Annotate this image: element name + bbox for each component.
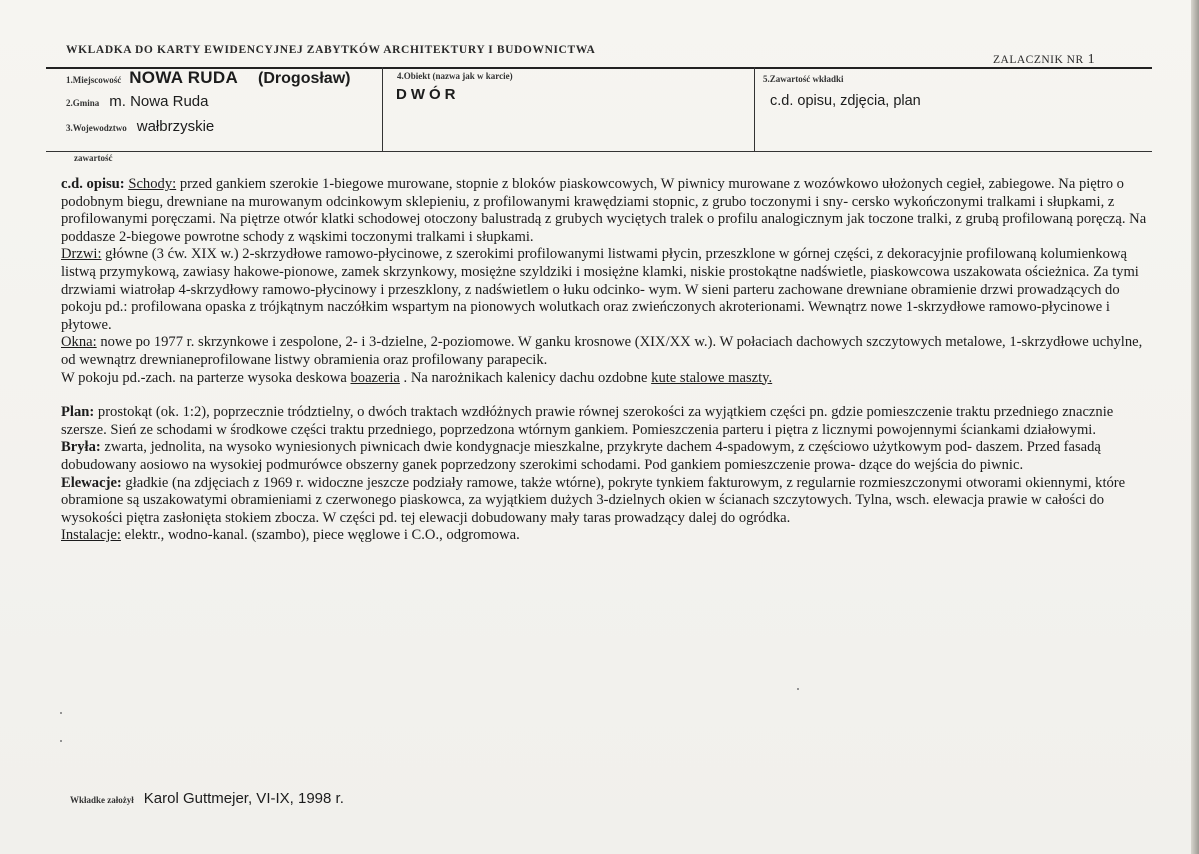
elevations-paragraph — [61, 475, 1151, 528]
windows-heading: Okna: — [61, 334, 97, 351]
massing-text: zwarta, jednolita, na wysoko wyniesionych piwnicach dwie kondygnacje mieszkalne, przykryte dachem 4-spadowym, z częściowo użytkowym pod- daszem. Przed fasadą dobudowany aosiowo na wysokiej podmurówce obszerny ganek poprzedzony szerokimi schodami. Pod gankiem pomieszczenie prowa- dzące do wejścia do piwnic. — [61, 439, 1101, 473]
author-label: Wkładke założył — [70, 795, 134, 805]
panelling-paragraph — [61, 370, 1151, 388]
plan-text: prostokąt (ok. 1:2), poprzecznie trództielny, o dwóch traktach wzdłóżnych prawie równej szerokości za wyjątkiem części pn. gdzie pomieszczenie traktu przedniego znacznie szersze. Sień ze schodami w środkowe części traktu przedniego, poprzedzona wtórnym gankiem. Pomieszczenia parteru i piętra z licznymi powojennymi ściankami działowymi. — [61, 404, 1114, 438]
attachment-label — [993, 52, 1095, 68]
commune-field — [66, 93, 208, 111]
contents-field-label: 5.Zawartość wkładki — [763, 74, 844, 84]
place-field — [66, 68, 350, 88]
place-value: NOWA RUDA — [129, 68, 239, 87]
massing-heading: Bryła: — [61, 439, 101, 456]
scan-speck — [60, 740, 62, 742]
voivodeship-value: wałbrzyskie — [136, 118, 215, 135]
header-divider-1 — [382, 67, 383, 151]
doors-heading: Drzwi: — [61, 246, 102, 263]
stairs-text: przed gankiem szerokie 1-biegowe murowane, stopnie z bloków piaskowcowych, W piwnicy murowane z wozówkowo ułożonych cegieł, zabiegowe. Na piętro o podobnym biegu, drewniane na murowanym odcinkowym sklepieniu, z profilowanymi krawędziami stopnic, z grubo toczonymi i sny- cersko wykończonymi tralkami i słupkami, z profilowanymi poręczami. Na piętrze otwór klatki schodowej otoczony balustradą z grubych wyciętych tralek o profilu analogicznym jak toczone tralki, z grubą profilowaną poręczą. Na poddasze 2-biegowe powrotne schody z wąskimi toczonymi tralkami i słupkami. — [61, 176, 1147, 245]
doors-paragraph — [61, 246, 1151, 334]
attachment-label-text: ZALACZNIK NR — [993, 54, 1084, 66]
contents-field-value: c.d. opisu, zdjęcia, plan — [770, 93, 921, 109]
header-divider-2 — [754, 67, 755, 151]
plan-heading: Plan: — [61, 404, 95, 421]
voivodeship-field — [66, 118, 214, 136]
commune-label: 2.Gmina — [66, 98, 100, 108]
elevations-heading: Elewacje: — [61, 474, 122, 491]
commune-value: m. Nowa Ruda — [109, 93, 209, 110]
stairs-paragraph — [61, 176, 1151, 246]
place-extra: (Drogosław) — [258, 70, 351, 87]
footer-author — [70, 790, 344, 808]
description-body — [61, 176, 1151, 545]
place-label: 1.Miejscowość — [66, 75, 122, 85]
author-value: Karol Guttmejer, VI-IX, 1998 r. — [143, 790, 344, 807]
scan-speck — [797, 688, 799, 690]
paragraph-gap — [61, 387, 1151, 404]
installations-paragraph — [61, 527, 1151, 545]
masts-word: kute stalowe maszty. — [651, 369, 773, 386]
attachment-number: 1 — [1087, 52, 1096, 67]
doors-text: główne (3 ćw. XIX w.) 2-skrzydłowe ramowo-płycinowe, z szerokimi profilowanymi listwami płycin, przeszklone w górnej części, z dekoracyjnie profilowaną kolumienkową listwą przymykową, zawiasy hakowe-pionowe, zamek skrzynkowy, mosiężne szyldziki i mosiężne klamki, niskie prostokątne nadświetle, piaskowcowa uszakowata ościeżnica. Za tymi drzwiami wiatrołap 4-skrzydłowy ramowo-płycinowy i przeszklony, z nadświetlem o łuku odcinko- wym. W sieni parteru zachowane drewniane obramienie drzwi prowadzących do pokoju pd.: profilowana opaska z trójkątnym naczółkim wspartym na pionowych wolutkach oraz zwieńczonych akroterionami. Wewnątrz nowe 1-skrzydłowe ramowo-płycinowe i płytowe. — [61, 246, 1139, 333]
stairs-heading: Schody: — [128, 176, 177, 192]
windows-paragraph — [61, 334, 1151, 369]
windows-text: nowe po 1977 r. skrzynkowe i zespolone, 2- i 3-dzielne, 2-poziomowe. W ganku krosnowe (XIX/XX w.). W połaciach dachowych szczytowych metalowe, 1-skrzydłowe uchylne, od wewnątrz drewnianeprofilowane listwy obramienia oraz profilowany parapecik. — [61, 334, 1143, 368]
panelling-text: W pokoju pd.-zach. na parterze wysoka deskowa — [61, 369, 351, 386]
object-value: DWÓR — [396, 86, 460, 103]
elevations-text: gładkie (na zdjęciach z 1969 r. widoczne jeszcze podziały ramowe, także wtórne), pokryte tynkiem fakturowym, z regularnie rozmieszczonymi otworami okiennymi, które obramione są uszakowatymi obramieniami z czerwonego piaskowca, za wyjątkiem dużych 3-dzielnych okien w ścianach szczytowych. Tylna, wsch. elewacja prawie w całości do wysokości piętra zasłonięta stokiem zbocza. W części pd. tej elewacji dobudowany mały taras prowadzący dalej do ogródka. — [61, 474, 1126, 526]
form-title: WKLADKA DO KARTY EWIDENCYJNEJ ZABYTKÓW ARCHITEKTURY I BUDOWNICTWA — [66, 44, 596, 56]
header-bottom-rule — [46, 151, 1152, 152]
panelling-word: boazeria — [350, 369, 400, 386]
installations-text: elektr., wodno-kanal. (szambo), piece węglowe i C.O., odgromowa. — [120, 527, 520, 544]
scan-edge-shadow — [1191, 0, 1199, 854]
masts-lead: . Na narożnikach kalenicy dachu ozdobne — [399, 369, 652, 386]
plan-paragraph — [61, 404, 1151, 439]
scan-speck — [60, 712, 62, 714]
object-label: 4.Obiekt (nazwa jak w karcie) — [397, 71, 513, 81]
voivodeship-label: 3.Wojewodztwo — [66, 123, 127, 133]
massing-paragraph — [61, 439, 1151, 474]
installations-heading: Instalacje: — [61, 527, 121, 544]
content-section-label: zawartość — [74, 153, 113, 163]
description-lead: c.d. opisu: — [61, 176, 125, 192]
